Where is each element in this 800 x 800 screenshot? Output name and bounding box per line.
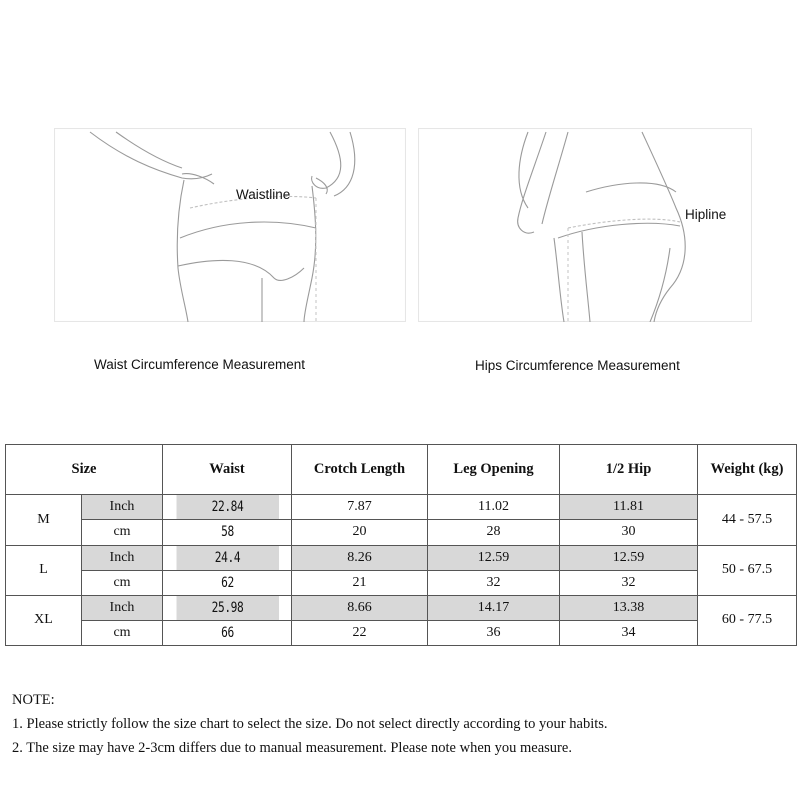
leg-cell: 36 bbox=[428, 620, 560, 645]
unit-cell: Inch bbox=[82, 595, 163, 620]
hip-cell: 30 bbox=[560, 520, 698, 545]
table-header-row bbox=[6, 445, 797, 495]
crotch-cell: 21 bbox=[292, 570, 428, 595]
size-chart-table bbox=[5, 444, 797, 646]
unit-cell: Inch bbox=[82, 495, 163, 520]
table-row bbox=[6, 595, 797, 620]
crotch-cell: 8.26 bbox=[292, 545, 428, 570]
header-size: Size bbox=[6, 445, 163, 495]
waistline-label: Waistline bbox=[236, 187, 291, 202]
hip-cell: 34 bbox=[560, 620, 698, 645]
hip-cell: 32 bbox=[560, 570, 698, 595]
header-weight: Weight (kg) bbox=[698, 445, 797, 495]
header-leg-opening: Leg Opening bbox=[428, 445, 560, 495]
notes-title: NOTE: bbox=[12, 692, 55, 708]
hip-cell: 13.38 bbox=[560, 595, 698, 620]
table-row bbox=[6, 520, 797, 545]
waist-illustration bbox=[54, 128, 406, 322]
hips-illustration bbox=[418, 128, 752, 322]
header-half-hip: 1/2 Hip bbox=[560, 445, 698, 495]
waist-caption: Waist Circumference Measurement bbox=[94, 357, 306, 372]
unit-cell: cm bbox=[82, 620, 163, 645]
leg-cell: 11.02 bbox=[428, 495, 560, 520]
waist-cell: 22.84 bbox=[175, 495, 278, 520]
crotch-cell: 7.87 bbox=[292, 495, 428, 520]
table-row bbox=[6, 620, 797, 645]
table-row bbox=[6, 495, 797, 520]
crotch-cell: 22 bbox=[292, 620, 428, 645]
weight-cell: 60 - 77.5 bbox=[698, 595, 797, 645]
hip-cell: 11.81 bbox=[560, 495, 698, 520]
table-row bbox=[6, 545, 797, 570]
crotch-cell: 8.66 bbox=[292, 595, 428, 620]
leg-cell: 14.17 bbox=[428, 595, 560, 620]
hips-caption: Hips Circumference Measurement bbox=[475, 358, 680, 373]
size-cell: L bbox=[6, 545, 82, 595]
header-waist: Waist bbox=[163, 445, 292, 495]
notes-section bbox=[12, 688, 608, 760]
unit-cell: Inch bbox=[82, 545, 163, 570]
note-line: 2. The size may have 2-3cm differs due to manual measurement. Please note when you measure. bbox=[12, 740, 572, 756]
unit-cell: cm bbox=[82, 520, 163, 545]
weight-cell: 44 - 57.5 bbox=[698, 495, 797, 545]
hipline-label: Hipline bbox=[685, 207, 727, 222]
waist-cell: 58 bbox=[175, 520, 278, 545]
size-cell: M bbox=[6, 495, 82, 545]
crotch-cell: 20 bbox=[292, 520, 428, 545]
header-crotch-length: Crotch Length bbox=[292, 445, 428, 495]
waist-cell: 25.98 bbox=[175, 595, 278, 620]
leg-cell: 32 bbox=[428, 570, 560, 595]
waist-cell: 62 bbox=[175, 570, 278, 595]
waist-cell: 24.4 bbox=[175, 545, 278, 570]
table-row bbox=[6, 570, 797, 595]
unit-cell: cm bbox=[82, 570, 163, 595]
leg-cell: 12.59 bbox=[428, 545, 560, 570]
weight-cell: 50 - 67.5 bbox=[698, 545, 797, 595]
waist-cell: 66 bbox=[175, 620, 278, 645]
leg-cell: 28 bbox=[428, 520, 560, 545]
hip-cell: 12.59 bbox=[560, 545, 698, 570]
note-line: 1. Please strictly follow the size chart to select the size. Do not select directly according to your habits. bbox=[12, 716, 608, 732]
size-cell: XL bbox=[6, 595, 82, 645]
